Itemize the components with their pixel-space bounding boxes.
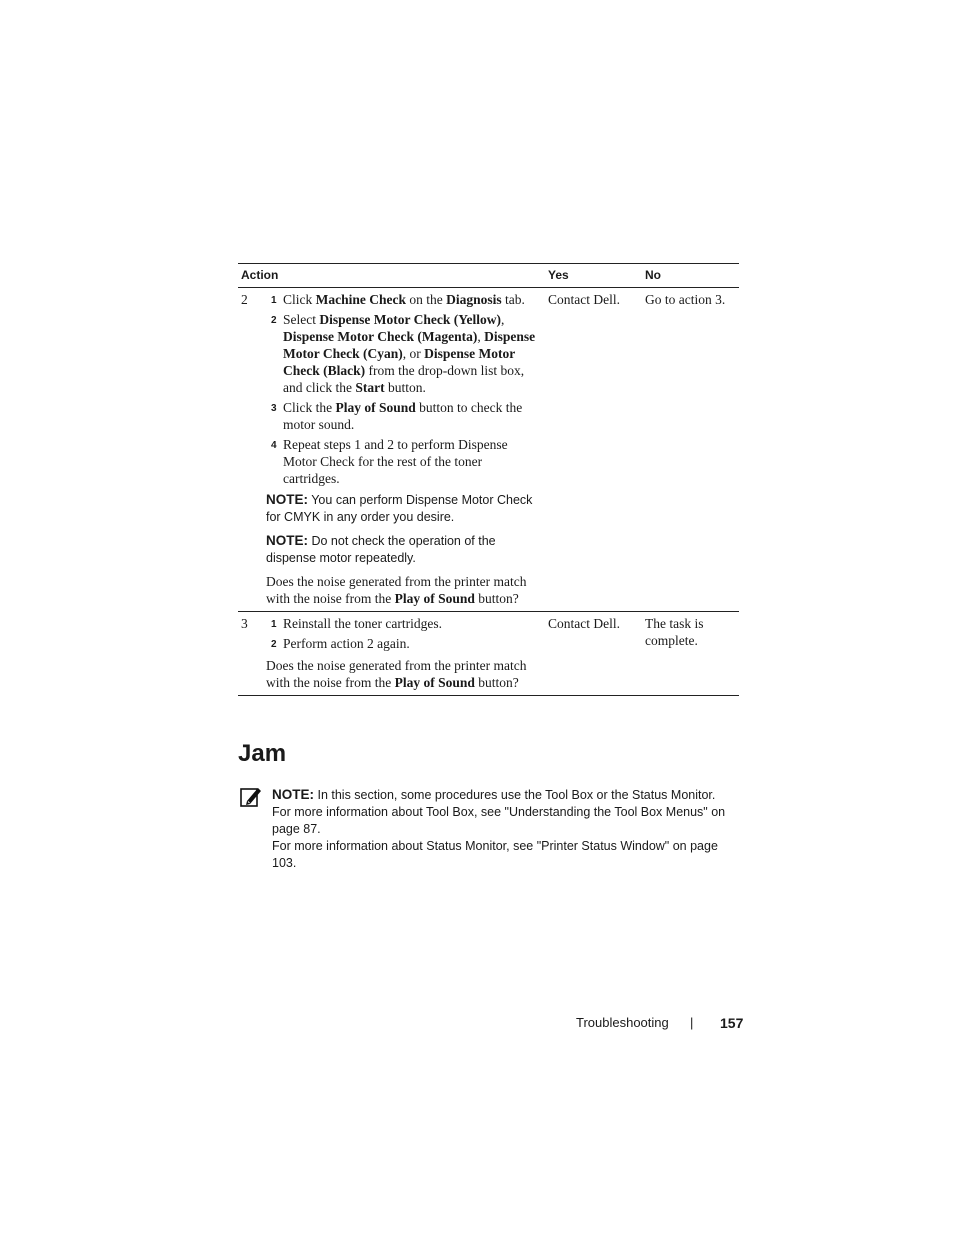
step-number: 2 <box>271 639 277 650</box>
table-header-row <box>238 264 739 288</box>
step-number: 1 <box>271 295 277 306</box>
step-number: 3 <box>271 403 277 414</box>
step-number: 4 <box>271 440 277 451</box>
list-item: 3 Click the Play of Sound button to check the motor sound. <box>271 400 523 432</box>
table-row <box>238 288 739 612</box>
table-row <box>238 612 739 696</box>
note: NOTE: You can perform Dispense Motor Check for CMYK in any order you desire. <box>266 492 533 524</box>
note-label: NOTE: <box>266 492 308 507</box>
step-number: 2 <box>271 315 277 326</box>
no-cell: The task is complete. <box>642 612 739 696</box>
troubleshooting-table <box>238 263 739 696</box>
footer-separator: | <box>690 1015 694 1030</box>
action-number: 2 <box>238 288 263 612</box>
list-item: 1 Reinstall the toner cartridges. <box>271 616 442 631</box>
note-label: NOTE: <box>272 787 314 802</box>
header-action: Action <box>238 264 545 288</box>
header-no: No <box>642 264 739 288</box>
list-item: 4 Repeat steps 1 and 2 to perform Dispense Motor Check for the rest of the toner cartridges. <box>271 437 508 486</box>
question: Does the noise generated from the printer match with the noise from the Play of Sound button? <box>266 658 527 690</box>
footer-section: Troubleshooting <box>576 1015 669 1030</box>
action-number: 3 <box>238 612 263 696</box>
list-item: 1 Click Machine Check on the Diagnosis tab. <box>271 292 525 307</box>
step-number: 1 <box>271 619 277 630</box>
action-cell <box>263 612 545 696</box>
question: Does the noise generated from the printer match with the noise from the Play of Sound button? <box>266 574 527 606</box>
yes-cell: Contact Dell. <box>545 612 642 696</box>
note: NOTE: Do not check the operation of the dispense motor repeatedly. <box>266 533 496 565</box>
header-yes: Yes <box>545 264 642 288</box>
step-list <box>266 615 542 652</box>
no-cell: Go to action 3. <box>642 288 739 612</box>
yes-cell: Contact Dell. <box>545 288 642 612</box>
note-label: NOTE: <box>266 533 308 548</box>
note-pencil-icon <box>240 786 262 808</box>
step-list <box>266 291 542 487</box>
action-cell <box>263 288 545 612</box>
page-number: 157 <box>720 1015 744 1031</box>
list-item: 2 Select Dispense Motor Check (Yellow), Dispense Motor Check (Magenta), Dispense Motor Check (Cyan), or Dispense Motor Check (Black) from the drop-down list box, and click the Start button. <box>271 312 536 395</box>
section-title: Jam <box>238 740 287 767</box>
list-item: 2 Perform action 2 again. <box>271 636 410 651</box>
note-text: NOTE: In this section, some procedures use the Tool Box or the Status Monitor. For more information about Tool Box, see "Understanding the Tool Box Menus" on page 87. For more information about Status Monitor, see "Printer Status Window" on page 103. <box>272 787 726 870</box>
